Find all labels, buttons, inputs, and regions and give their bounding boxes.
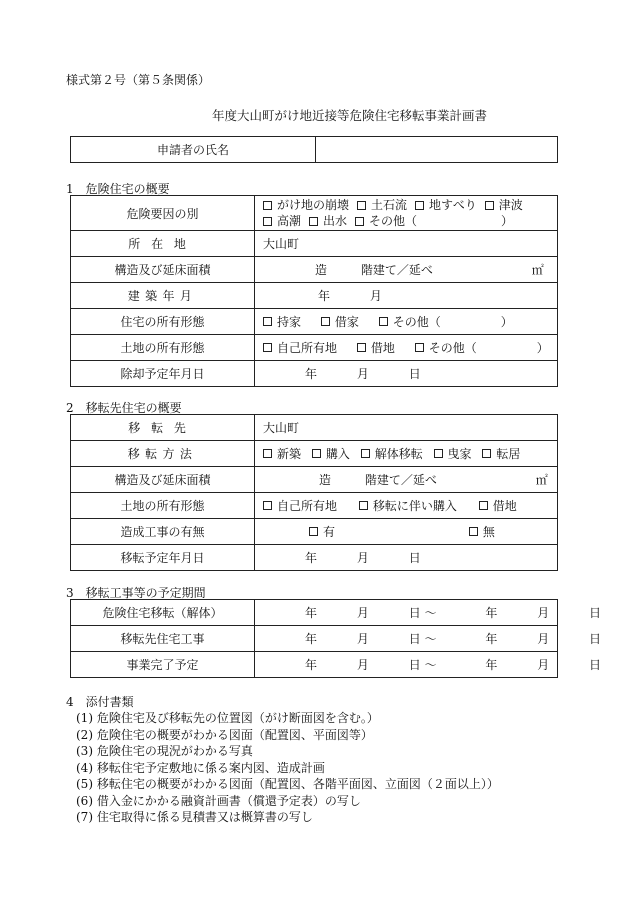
move-date-field[interactable] bbox=[255, 545, 558, 571]
structure-unit-text: ㎡ bbox=[531, 263, 544, 277]
built-year-text: 年 bbox=[318, 289, 331, 303]
date-year-text: 年 bbox=[485, 658, 498, 672]
list-item: (2) 危険住宅の概要がわかる図面（配置図、平面図等） bbox=[76, 727, 373, 742]
location-label: 所在地 bbox=[71, 231, 255, 257]
date-day-tilde-text: 日 ～ bbox=[408, 658, 437, 672]
demolish-label: 除却予定年月日 bbox=[71, 361, 255, 387]
dest-structure-floors-text: 階建て／延べ bbox=[364, 473, 437, 487]
checkbox-icon bbox=[321, 317, 330, 326]
risk-options-line2 bbox=[263, 213, 549, 229]
checkbox-icon bbox=[355, 217, 364, 226]
checkbox-icon bbox=[379, 317, 388, 326]
checkbox-icon bbox=[357, 343, 366, 352]
date-day-tilde-text: 日 ～ bbox=[408, 606, 437, 620]
period-demolish-label: 危険住宅移転（解体） bbox=[71, 600, 255, 626]
risk-options-line1 bbox=[263, 197, 549, 213]
dest-land-lease-checkbox[interactable]: 借地 bbox=[479, 497, 517, 514]
dest-land-purchase-checkbox[interactable]: 移転に伴い購入 bbox=[359, 497, 457, 514]
site-work-no-checkbox[interactable]: 無 bbox=[469, 523, 495, 540]
applicant-label: 申請者の氏名 bbox=[71, 137, 316, 163]
date-year-text: 年 bbox=[305, 632, 318, 646]
risk-flood-checkbox[interactable]: 出水 bbox=[309, 213, 347, 229]
period-demolish-field[interactable] bbox=[255, 600, 602, 626]
risk-debris-checkbox[interactable]: 土石流 bbox=[357, 197, 407, 213]
dest-field[interactable]: 大山町 bbox=[255, 415, 558, 441]
checkbox-icon bbox=[479, 501, 488, 510]
section1-table bbox=[70, 195, 558, 387]
built-label: 建築年月 bbox=[71, 283, 255, 309]
demolish-day-text: 日 bbox=[408, 367, 421, 381]
dest-structure-field[interactable] bbox=[255, 467, 558, 493]
risk-options bbox=[255, 196, 558, 231]
date-day-tilde-text: 日 ～ bbox=[408, 632, 437, 646]
method-label: 移転方法 bbox=[71, 441, 255, 467]
section2-heading: 2 移転先住宅の概要 bbox=[66, 401, 182, 415]
checkbox-icon bbox=[309, 527, 318, 536]
date-day-text: 日 bbox=[589, 632, 602, 646]
location-field[interactable]: 大山町 bbox=[255, 231, 558, 257]
list-item: (1) 危険住宅及び移転先の位置図（がけ断面図を含む。） bbox=[76, 711, 379, 725]
dest-land-own-label: 土地の所有形態 bbox=[71, 493, 255, 519]
house-own-label: 住宅の所有形態 bbox=[71, 309, 255, 335]
dest-structure-zo-text: 造 bbox=[319, 473, 332, 487]
structure-zo-text: 造 bbox=[315, 263, 328, 277]
checkbox-icon bbox=[482, 449, 491, 458]
move-year-text: 年 bbox=[305, 551, 318, 565]
built-month-text: 月 bbox=[369, 289, 382, 303]
demolish-date-field[interactable] bbox=[255, 361, 558, 387]
date-month-text: 月 bbox=[537, 632, 550, 646]
applicant-table bbox=[70, 136, 558, 163]
dest-land-self-checkbox[interactable]: 自己所有地 bbox=[263, 497, 337, 514]
date-month-text: 月 bbox=[356, 606, 369, 620]
list-item: (6) 借入金にかかる融資計画書（償還予定表）の写し bbox=[76, 793, 361, 808]
date-month-text: 月 bbox=[356, 658, 369, 672]
date-year-text: 年 bbox=[305, 606, 318, 620]
date-day-text: 日 bbox=[589, 606, 602, 620]
site-work-options bbox=[255, 519, 558, 545]
house-own-owned-checkbox[interactable]: 持家 bbox=[263, 313, 301, 330]
checkbox-icon bbox=[434, 449, 443, 458]
section4-heading: 4 添付書類 bbox=[66, 695, 134, 709]
form-number: 様式第２号（第５条関係） bbox=[66, 73, 211, 87]
list-item: (4) 移転住宅予定敷地に係る案内図、造成計画 bbox=[76, 760, 325, 775]
land-own-lease-checkbox[interactable]: 借地 bbox=[357, 339, 395, 356]
house-own-rented-checkbox[interactable]: 借家 bbox=[321, 313, 359, 330]
risk-storm-surge-checkbox[interactable]: 高潮 bbox=[263, 213, 301, 229]
section3-heading: 3 移転工事等の予定期間 bbox=[66, 586, 206, 600]
move-date-label: 移転予定年月日 bbox=[71, 545, 255, 571]
demolish-year-text: 年 bbox=[305, 367, 318, 381]
list-item: (3) 危険住宅の現況がわかる写真 bbox=[76, 744, 253, 758]
applicant-name-field[interactable] bbox=[316, 137, 558, 163]
site-work-yes-checkbox[interactable]: 有 bbox=[309, 523, 335, 540]
section2-table bbox=[70, 414, 558, 571]
method-new-build-checkbox[interactable]: 新築 bbox=[263, 445, 301, 462]
attachment-list bbox=[76, 710, 499, 826]
built-field[interactable] bbox=[255, 283, 558, 309]
checkbox-icon bbox=[309, 217, 318, 226]
checkbox-icon bbox=[263, 343, 272, 352]
date-year-text: 年 bbox=[485, 632, 498, 646]
checkbox-icon bbox=[263, 217, 272, 226]
house-own-options bbox=[255, 309, 558, 335]
checkbox-icon bbox=[415, 201, 424, 210]
date-month-text: 月 bbox=[537, 658, 550, 672]
risk-label: 危険要因の別 bbox=[71, 196, 255, 231]
period-completion-label: 事業完了予定 bbox=[71, 652, 255, 678]
checkbox-icon bbox=[263, 501, 272, 510]
checkbox-icon bbox=[357, 201, 366, 210]
date-month-text: 月 bbox=[356, 632, 369, 646]
list-item: (5) 移転住宅の概要がわかる図面（配置図、各階平面図、立面図（２面以上）） bbox=[76, 777, 499, 791]
checkbox-icon bbox=[312, 449, 321, 458]
method-dismantle-checkbox[interactable]: 解体移転 bbox=[361, 445, 423, 462]
checkbox-icon bbox=[263, 317, 272, 326]
risk-collapse-checkbox[interactable]: がけ地の崩壊 bbox=[263, 197, 349, 213]
period-construction-field[interactable] bbox=[255, 626, 602, 652]
structure-field[interactable] bbox=[255, 257, 558, 283]
method-purchase-checkbox[interactable]: 購入 bbox=[312, 445, 350, 462]
demolish-month-text: 月 bbox=[356, 367, 369, 381]
section1-heading: 1 危険住宅の概要 bbox=[66, 182, 170, 196]
land-own-other-checkbox[interactable]: その他（ ） bbox=[415, 339, 549, 356]
dest-structure-unit-text: ㎡ bbox=[535, 473, 548, 487]
checkbox-icon bbox=[415, 343, 424, 352]
move-day-text: 日 bbox=[408, 551, 421, 565]
checkbox-icon bbox=[263, 449, 272, 458]
checkbox-icon bbox=[469, 527, 478, 536]
date-year-text: 年 bbox=[485, 606, 498, 620]
date-year-text: 年 bbox=[305, 658, 318, 672]
document-title: 年度大山町がけ地近接等危険住宅移転事業計画書 bbox=[212, 108, 488, 123]
date-month-text: 月 bbox=[537, 606, 550, 620]
structure-floors-text: 階建て／延べ bbox=[360, 263, 433, 277]
risk-landslide-checkbox[interactable]: 地すべり bbox=[415, 197, 477, 213]
method-relocate-checkbox[interactable]: 転居 bbox=[482, 445, 520, 462]
checkbox-icon bbox=[359, 501, 368, 510]
dest-structure-label: 構造及び延床面積 bbox=[71, 467, 255, 493]
date-day-text: 日 bbox=[589, 658, 602, 672]
method-options bbox=[255, 441, 558, 467]
period-construction-label: 移転先住宅工事 bbox=[71, 626, 255, 652]
move-month-text: 月 bbox=[356, 551, 369, 565]
dest-label: 移転先 bbox=[71, 415, 255, 441]
checkbox-icon bbox=[263, 201, 272, 210]
checkbox-icon bbox=[485, 201, 494, 210]
risk-tsunami-checkbox[interactable]: 津波 bbox=[485, 197, 523, 213]
dest-land-own-options bbox=[255, 493, 558, 519]
land-own-options bbox=[255, 335, 558, 361]
section3-table bbox=[70, 599, 602, 678]
method-hikiya-checkbox[interactable]: 曳家 bbox=[434, 445, 472, 462]
checkbox-icon bbox=[361, 449, 370, 458]
period-completion-field[interactable] bbox=[255, 652, 602, 678]
risk-other-checkbox[interactable]: その他（ ） bbox=[355, 213, 513, 229]
house-own-other-checkbox[interactable]: その他（ ） bbox=[379, 313, 513, 330]
land-own-self-checkbox[interactable]: 自己所有地 bbox=[263, 339, 337, 356]
list-item: (7) 住宅取得に係る見積書又は概算書の写し bbox=[76, 810, 313, 824]
site-work-label: 造成工事の有無 bbox=[71, 519, 255, 545]
structure-label: 構造及び延床面積 bbox=[71, 257, 255, 283]
land-own-label: 土地の所有形態 bbox=[71, 335, 255, 361]
